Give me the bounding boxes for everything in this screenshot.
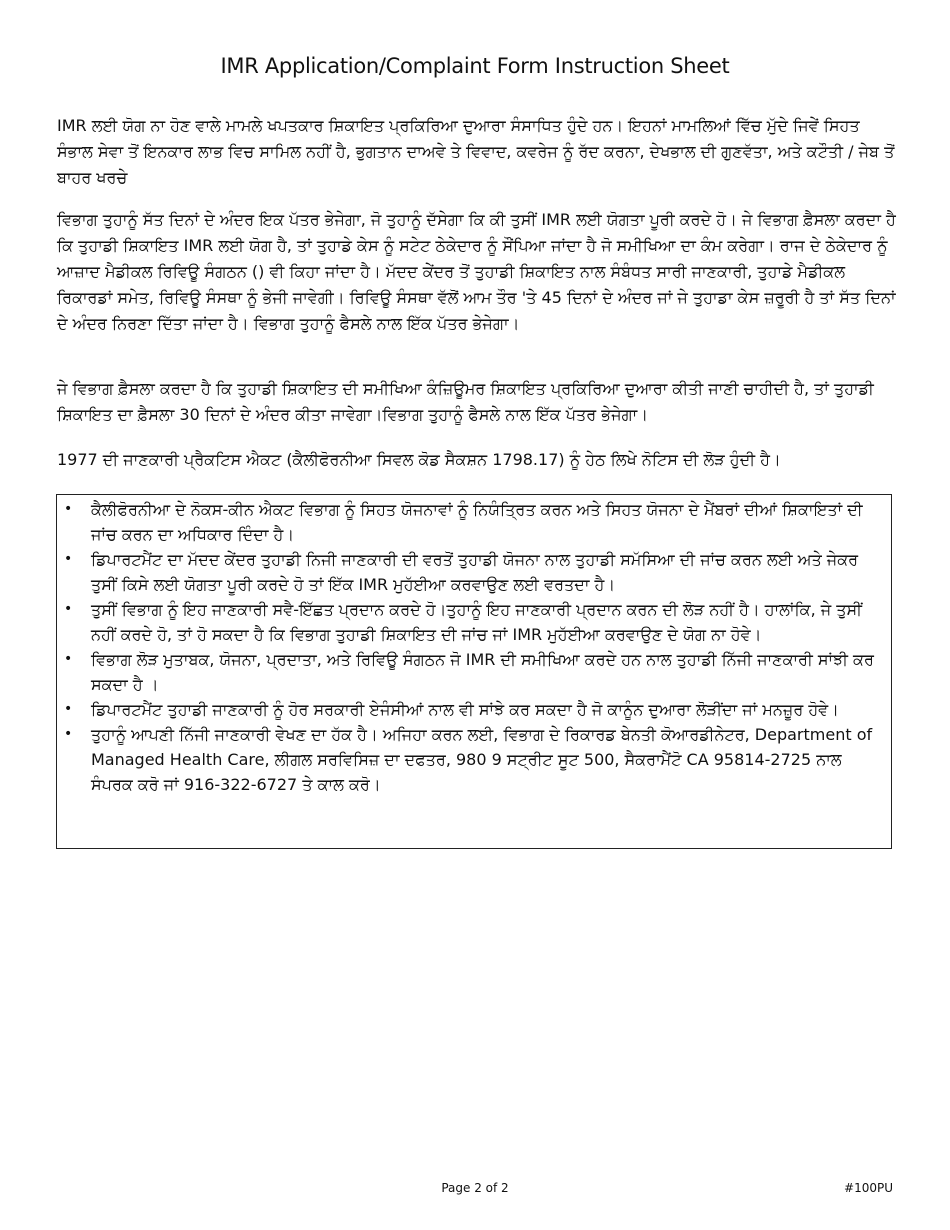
bullet-icon: • [64,601,73,617]
bullet-icon: • [64,501,73,517]
notice-item-text: ਕੈਲੀਫੋਰਨੀਆ ਦੇ ਨੋਕਸ-ਕੀਨ ਐਕਟ ਵਿਭਾਗ ਨੂੰ ਸਿਹਤ ਯੋਜਨਾਵਾਂ ਨੂੰ ਨਿਯੰਤ੍ਰਿਤ ਕਰਨ ਅਤੇ ਸਿਹਤ ਯੋਜਨਾ ਦੇ ਮੈਂਬਰਾਂ ਦੀਆਂ ਸ਼ਿਕਾਇਤਾਂ ਦੀ ਜਾਂਚ ਕਰਨ ਦਾ ਅਧਿਕਾਰ ਦਿੰਦਾ ਹੈ। [91,500,863,544]
paragraph-consumer-complaint: ਜੇ ਵਿਭਾਗ ਫ਼ੈਸਲਾ ਕਰਦਾ ਹੈ ਕਿ ਤੁਹਾਡੀ ਸ਼ਿਕਾਇਤ ਦੀ ਸਮੀਖਿਆ ਕੰਜ਼ਿਊਮਰ ਸ਼ਿਕਾਇਤ ਪ੍ਰਕਿਰਿਆ ਦੁਆਰਾ ਕੀਤੀ ਜਾਣੀ ਚਾਹੀਦੀ ਹੈ, ਤਾਂ ਤੁਹਾਡੀ ਸ਼ਿਕਾਇਤ ਦਾ ਫ਼ੈਸਲਾ 30 ਦਿਨਾਂ ਦੇ ਅੰਦਰ ਕੀਤਾ ਜਾਵੇਗਾ।ਵਿਭਾਗ ਤੁਹਾਨੂੰ ਫੈਸਲੇ ਨਾਲ ਇੱਕ ਪੱਤਰ ਭੇਜੇਗਾ। [57,379,874,424]
notice-box [56,494,892,849]
notice-item-text: ਵਿਭਾਗ ਲੋੜ ਮੁਤਾਬਕ, ਯੋਜਨਾ, ਪ੍ਰਦਾਤਾ, ਅਤੇ ਰਿਵਿਊ ਸੰਗਠਨ ਜੋ IMR ਦੀ ਸਮੀਖਿਆ ਕਰਦੇ ਹਨ ਨਾਲ ਤੁਹਾਡੀ ਨਿੱਜੀ ਜਾਣਕਾਰੀ ਸਾਂਝੀ ਕਰ ਸਕਦਾ ਹੈ । [91,650,874,694]
notice-item [64,647,877,697]
notice-item [64,547,877,597]
notice-list [57,495,891,797]
notice-item [64,497,877,547]
paragraph-department-letter: ਵਿਭਾਗ ਤੁਹਾਨੂੰ ਸੱਤ ਦਿਨਾਂ ਦੇ ਅੰਦਰ ਇਕ ਪੱਤਰ ਭੇਜੇਗਾ, ਜੋ ਤੁਹਾਨੂੰ ਦੱਸੇਗਾ ਕਿ ਕੀ ਤੁਸੀਂ IMR ਲਈ ਯੋਗਤਾ ਪੂਰੀ ਕਰਦੇ ਹੋ। ਜੇ ਵਿਭਾਗ ਫ਼ੈਸਲਾ ਕਰਦਾ ਹੈ ਕਿ ਤੁਹਾਡੀ ਸ਼ਿਕਾਇਤ IMR ਲਈ ਯੋਗ ਹੈ, ਤਾਂ ਤੁਹਾਡੇ ਕੇਸ ਨੂੰ ਸਟੇਟ ਠੇਕੇਦਾਰ ਨੂੰ ਸੌਂਪਿਆ ਜਾਂਦਾ ਹੈ ਜੋ ਸਮੀਖਿਆ ਦਾ ਕੰਮ ਕਰੇਗਾ। ਰਾਜ ਦੇ ਠੇਕੇਦਾਰ ਨੂੰ ਆਜ਼ਾਦ ਮੈਡੀਕਲ ਰਿਵਿਊ ਸੰਗਠਨ () ਵੀ ਕਿਹਾ ਜਾਂਦਾ ਹੈ। ਮੱਦਦ ਕੇਂਦਰ ਤੋਂ ਤੁਹਾਡੀ ਸ਼ਿਕਾਇਤ ਨਾਲ ਸੰਬੰਧਤ ਸਾਰੀ ਜਾਣਕਾਰੀ, ਤੁਹਾਡੇ ਮੈਡੀਕਲ ਰਿਕਾਰਡਾਂ ਸਮੇਤ, ਰਿਵਿਊ ਸੰਸਥਾ ਨੂੰ ਭੇਜੀ ਜਾਵੇਗੀ। ਰਿਵਿਊ ਸੰਸਥਾ ਵੱਲੋਂ ਆਮ ਤੌਰ 'ਤੇ 45 ਦਿਨਾਂ ਦੇ ਅੰਦਰ ਜਾਂ ਜੇ ਤੁਹਾਡਾ ਕੇਸ ਜ਼ਰੂਰੀ ਹੈ ਤਾਂ ਸੱਤ ਦਿਨਾਂ ਦੇ ਅੰਦਰ ਨਿਰਣਾ ਦਿੱਤਾ ਜਾਂਦਾ ਹੈ। ਵਿਭਾਗ ਤੁਹਾਨੂੰ ਫੈਸਲੇ ਨਾਲ ਇੱਕ ਪੱਤਰ ਭੇਜੇਗਾ। [57,210,896,333]
notice-item [64,597,877,647]
notice-item-text: ਡਿਪਾਰਟਮੈਂਟ ਤੁਹਾਡੀ ਜਾਣਕਾਰੀ ਨੂੰ ਹੋਰ ਸਰਕਾਰੀ ਏਜੰਸੀਆਂ ਨਾਲ ਵੀ ਸਾਂਝੇ ਕਰ ਸਕਦਾ ਹੈ ਜੋ ਕਾਨੂੰਨ ਦੁਆਰਾ ਲੋੜੀਂਦਾ ਜਾਂ ਮਨਜ਼ੂਰ ਹੋਵੇ। [91,700,839,719]
notice-item-text: ਡਿਪਾਰਟਮੈਂਟ ਦਾ ਮੱਦਦ ਕੇਂਦਰ ਤੁਹਾਡੀ ਨਿਜੀ ਜਾਣਕਾਰੀ ਦੀ ਵਰਤੋਂ ਤੁਹਾਡੀ ਯੋਜਨਾ ਨਾਲ ਤੁਹਾਡੀ ਸਮੱਸਿਆ ਦੀ ਜਾਂਚ ਕਰਨ ਲਈ ਅਤੇ ਜੇਕਰ ਤੁਸੀਂ ਕਿਸੇ ਲਈ ਯੋਗਤਾ ਪੂਰੀ ਕਰਦੇ ਹੋ ਤਾਂ ਇੱਕ IMR ਮੁਹੱਈਆ ਕਰਵਾਉਣ ਲਈ ਵਰਤਦਾ ਹੈ। [91,550,859,594]
bullet-icon: • [64,701,73,717]
paragraph-imr-eligibility: IMR ਲਈ ਯੋਗ ਨਾ ਹੋਣ ਵਾਲੇ ਮਾਮਲੇ ਖਪਤਕਾਰ ਸ਼ਿਕਾਇਤ ਪ੍ਰਕਿਰਿਆ ਦੁਆਰਾ ਸੰਸਾਧਿਤ ਹੁੰਦੇ ਹਨ। ਇਹਨਾਂ ਮਾਮਲਿਆਂ ਵਿੱਚ ਮੁੱਦੇ ਜਿਵੇਂ ਸਿਹਤ ਸੰਭਾਲ ਸੇਵਾ ਤੋਂ ਇਨਕਾਰ ਲਾਭ ਵਿਚ ਸਾਮਿਲ ਨਹੀਂ ਹੈ, ਭੁਗਤਾਨ ਦਾਅਵੇ ਤੇ ਵਿਵਾਦ, ਕਵਰੇਜ ਨੂੰ ਰੱਦ ਕਰਨਾ, ਦੇਖਭਾਲ ਦੀ ਗੁਣਵੱਤਾ, ਅਤੇ ਕਟੌਤੀ / ਜੇਬ ਤੋਂ ਬਾਹਰ ਖਰਚੇ [57,116,895,187]
page-title: IMR Application/Complaint Form Instruction Sheet [220,54,730,78]
notice-item-text: ਤੁਹਾਨੂੰ ਆਪਣੀ ਨਿੱਜੀ ਜਾਣਕਾਰੀ ਵੇਖਣ ਦਾ ਹੱਕ ਹੈ। ਅਜਿਹਾ ਕਰਨ ਲਈ, ਵਿਭਾਗ ਦੇ ਰਿਕਾਰਡ ਬੇਨਤੀ ਕੋਆਰਡੀਨੇਟਰ, Department of Managed Health Care, ਲੀਗਲ ਸਰਵਿਸਿਜ਼ ਦਾ ਦਫਤਰ, 980 9 ਸਟ੍ਰੀਟ ਸੂਟ 500, ਸੈਕਰਾਮੈਂਟੋ CA 95814-2725 ਨਾਲ ਸੰਪਰਕ ਕਰੋ ਜਾਂ 916-322-6727 ਤੇ ਕਾਲ ਕਰੋ। [91,725,873,794]
paragraph-information-practices-act: 1977 ਦੀ ਜਾਣਕਾਰੀ ਪ੍ਰੈਕਟਿਸ ਐਕਟ (ਕੈਲੀਫੋਰਨੀਆ ਸਿਵਲ ਕੋਡ ਸੈਕਸ਼ਨ 1798.17) ਨੂੰ ਹੇਠ ਲਿਖੇ ਨੋਟਿਸ ਦੀ ਲੋੜ ਹੁੰਦੀ ਹੈ। [57,450,781,469]
page-number: Page 2 of 2 [441,1181,509,1195]
bullet-icon: • [64,651,73,667]
form-code: #100PU [844,1181,893,1195]
notice-item-text: ਤੁਸੀਂ ਵਿਭਾਗ ਨੂੰ ਇਹ ਜਾਣਕਾਰੀ ਸਵੈ-ਇੱਛਤ ਪ੍ਰਦਾਨ ਕਰਦੇ ਹੋ।ਤੁਹਾਨੂੰ ਇਹ ਜਾਣਕਾਰੀ ਪ੍ਰਦਾਨ ਕਰਨ ਦੀ ਲੋੜ ਨਹੀਂ ਹੈ। ਹਾਲਾਂਕਿ, ਜੇ ਤੁਸੀਂ ਨਹੀਂ ਕਰਦੇ ਹੋ, ਤਾਂ ਹੋ ਸਕਦਾ ਹੈ ਕਿ ਵਿਭਾਗ ਤੁਹਾਡੀ ਸ਼ਿਕਾਇਤ ਦੀ ਜਾਂਚ ਜਾਂ IMR ਮੁਹੱਈਆ ਕਰਵਾਉਣ ਦੇ ਯੋਗ ਨਾ ਹੋਵੇ। [91,600,862,644]
bullet-icon: • [64,726,73,742]
bullet-icon: • [64,551,73,567]
notice-item [64,697,877,722]
notice-item [64,722,877,797]
